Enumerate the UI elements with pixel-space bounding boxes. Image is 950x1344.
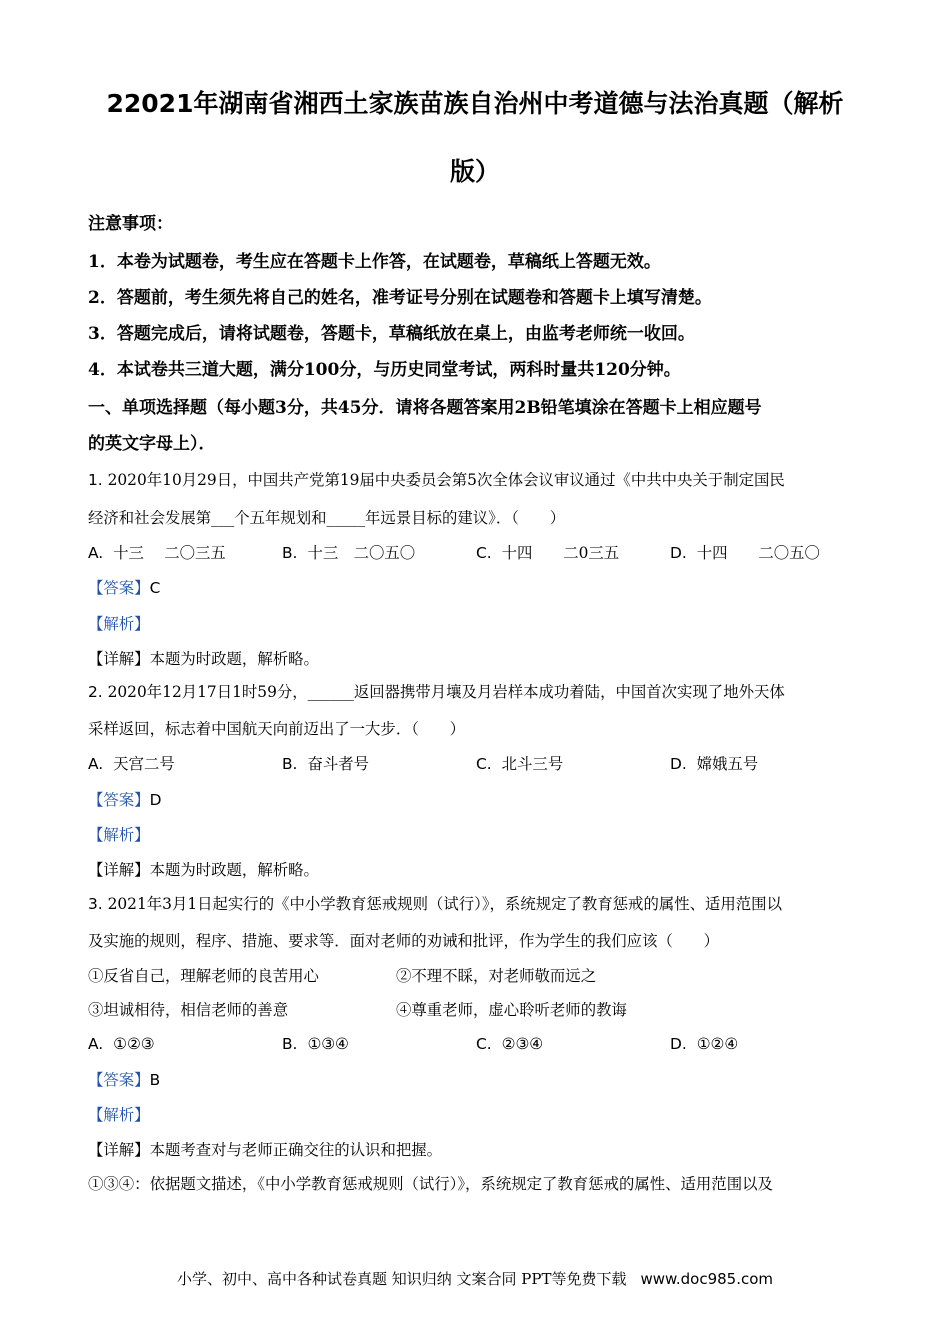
page-footer [0, 1268, 950, 1289]
question-3-analysis-label [88, 1104, 150, 1126]
option-text: 奋斗者号 [307, 755, 370, 773]
answer-value: B [149, 1071, 161, 1089]
option-letter: A. [88, 1035, 104, 1053]
question-3-answer [88, 1069, 160, 1091]
notice-heading: 注意事项： [88, 214, 173, 234]
option-letter: D. [670, 544, 687, 562]
document-title: 22021年湖南省湘西土家族苗族自治州中考道德与法治真题（解析 [106, 89, 844, 118]
option-text: ①②④ [696, 1035, 739, 1053]
question-2-analysis-label [88, 824, 150, 846]
question-2-answer [88, 789, 161, 811]
option-text: ①②③ [113, 1035, 155, 1053]
question-3-option-c [476, 1033, 543, 1055]
analysis-label: 【解析】 [88, 826, 150, 844]
question-3-choice-3: ③坦诚相待，相信老师的善意 [88, 1001, 289, 1019]
question-number: 2. [88, 683, 103, 701]
answer-value: C [149, 579, 161, 597]
option-text: 十三 二〇五〇 [307, 544, 416, 562]
question-2-detail [88, 859, 319, 881]
option-letter: D. [670, 755, 687, 773]
answer-value: D [149, 791, 162, 809]
document-title-continued: 版） [449, 157, 500, 186]
option-letter: C. [476, 755, 492, 773]
option-text: 北斗三号 [501, 755, 564, 773]
question-1-stem [88, 469, 785, 491]
question-2-stem [88, 681, 785, 703]
option-text: ①③④ [307, 1035, 349, 1053]
question-1-analysis-label [88, 613, 150, 635]
question-2-option-d [670, 753, 758, 775]
question-3-option-d [670, 1033, 738, 1055]
analysis-label: 【解析】 [88, 1106, 150, 1124]
question-3-stem [88, 893, 782, 915]
question-1-stem-continued: 经济和社会发展第___个五年规划和_____年远景目标的建议》．（ ） [88, 509, 566, 527]
detail-label: 【详解】 [88, 650, 150, 668]
question-3-choice-2: ②不理不睬，对老师敬而远之 [396, 967, 597, 985]
option-letter: A. [88, 544, 104, 562]
question-2-option-a [88, 753, 175, 775]
question-number: 3. [88, 895, 103, 913]
question-text: 2020年10月29日，中国共产党第19届中央委员会第5次全体会议审议通过《中共中央关于制定国民 [107, 471, 785, 489]
footer-text: 小学、初中、高中各种试卷真题 知识归纳 文案合同 PPT等免费下载 [176, 1270, 627, 1288]
option-text: 嫦娥五号 [696, 755, 759, 773]
question-1-answer [88, 577, 160, 599]
notice-item: 2．答题前，考生须先将自己的姓名，准考证号分别在试题卷和答题卡上填写清楚。 [88, 288, 712, 308]
option-letter: C. [476, 1035, 492, 1053]
question-1-option-d [670, 542, 820, 564]
detail-text: 本题为时政题，解析略。 [149, 650, 319, 668]
detail-label: 【详解】 [88, 1141, 150, 1159]
option-letter: A. [88, 755, 104, 773]
section-heading: 一、单项选择题（每小题3分，共45分．请将各题答案用2B铅笔填涂在答题卡上相应题号 [88, 398, 762, 418]
option-letter: B. [282, 544, 298, 562]
question-3-detail-continued: ①③④：依据题文描述，《中小学教育惩戒规则（试行）》，系统规定了教育惩戒的属性、适用范围以及 [88, 1175, 773, 1193]
option-text: 十四 二0三五 [501, 544, 620, 562]
notice-item: 1．本卷为试题卷，考生应在答题卡上作答，在试题卷，草稿纸上答题无效。 [88, 252, 661, 272]
option-letter: B. [282, 755, 298, 773]
question-2-option-b [282, 753, 369, 775]
answer-label: 【答案】 [88, 791, 150, 809]
section-heading-continued: 的英文字母上）． [88, 434, 216, 454]
question-number: 1. [88, 471, 103, 489]
question-3-stem-continued: 及实施的规则，程序、措施、要求等．面对老师的劝诫和批评，作为学生的我们应该（ ） [88, 932, 720, 950]
option-text: 天宫二号 [113, 755, 175, 773]
answer-label: 【答案】 [88, 1071, 150, 1089]
question-1-option-c [476, 542, 619, 564]
detail-text: 本题考查对与老师正确交往的认识和把握。 [149, 1141, 443, 1159]
question-2-option-c [476, 753, 563, 775]
question-text: 2020年12月17日1时59分，______返回器携带月壤及月岩样本成功着陆，中国首次实现了地外天体 [107, 683, 785, 701]
analysis-label: 【解析】 [88, 615, 150, 633]
option-letter: B. [282, 1035, 298, 1053]
footer-url[interactable]: www.doc985.com [640, 1270, 774, 1288]
option-letter: D. [670, 1035, 687, 1053]
option-text: 十四 二〇五〇 [696, 544, 820, 562]
option-text: 十三 二〇三五 [113, 544, 226, 562]
question-3-option-b [282, 1033, 349, 1055]
answer-label: 【答案】 [88, 579, 150, 597]
notice-item: 3．答题完成后，请将试题卷，答题卡，草稿纸放在桌上，由监考老师统一收回。 [88, 324, 695, 344]
detail-label: 【详解】 [88, 861, 150, 879]
question-3-choice-1: ①反省自己，理解老师的良苦用心 [88, 967, 319, 985]
question-text: 2021年3月1日起实行的《中小学教育惩戒规则（试行）》，系统规定了教育惩戒的属性、适用范围以 [107, 895, 782, 913]
question-1-option-b [282, 542, 415, 564]
detail-text: 本题为时政题，解析略。 [149, 861, 319, 879]
option-letter: C. [476, 544, 492, 562]
question-2-stem-continued: 采样返回，标志着中国航天向前迈出了一大步．（ ） [88, 720, 466, 738]
question-1-detail [88, 648, 319, 670]
question-3-option-a [88, 1033, 155, 1055]
question-3-detail [88, 1139, 442, 1161]
question-1-option-a [88, 542, 226, 564]
notice-item: 4．本试卷共三道大题，满分100分，与历史同堂考试，两科时量共120分钟。 [88, 360, 681, 380]
option-text: ②③④ [501, 1035, 544, 1053]
question-3-choice-4: ④尊重老师，虚心聆听老师的教诲 [396, 1001, 627, 1019]
